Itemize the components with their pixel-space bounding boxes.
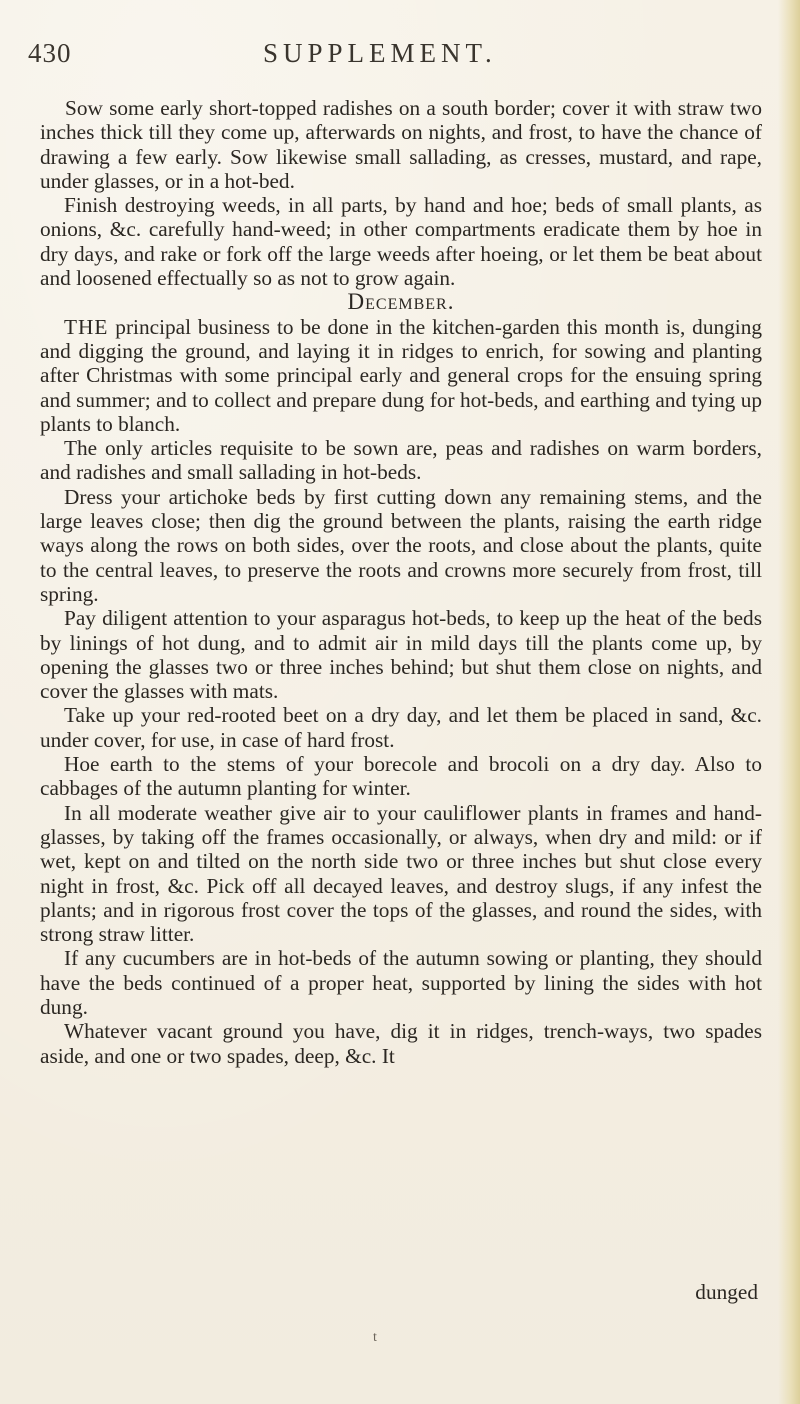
paragraph: Sow some early short-topped radishes on a south border; cover it with straw two inches thick till they come up, afterwards on nights, and frost, to have the chance of drawing a few early. Sow likewise small sallading, as cresses, mustard, and rape, under glasses, or in a hot-bed. [40, 96, 762, 193]
paragraph: In all moderate weather give air to your cauliflower plants in frames and hand-glasses, by taking off the frames occasionally, or always, when dry and mild: or if wet, kept on and tilted on the north side two or three inches but shut close every night in frost, &c. Pick off all decayed leaves, and destroy slugs, if any infest the plants; and in rigorous frost cover the tops of the glasses, and round the sides, with strong straw litter. [40, 800, 762, 947]
paragraph-text: principal business to be done in the kitchen-garden this month is, dunging and digging the ground, and laying it in ridges to enrich, for sowing and planting after Christmas with some principal early and general crops for the ensuing spring and summer; and to collect and prepare dung for hot-beds, and earthing and tying up plants to blanch. [40, 314, 762, 436]
catchword: dunged [695, 1280, 758, 1304]
paragraph-december-intro [40, 315, 762, 436]
paragraph: The only articles requisite to be sown are, peas and radishes on warm borders, and radishes and small sallading in hot-beds. [40, 436, 762, 485]
running-title: SUPPLEMENT. [263, 38, 497, 68]
body-text [40, 96, 762, 1068]
paragraph: Hoe earth to the stems of your borecole and brocoli on a dry day. Also to cabbages of the autumn planting for winter. [40, 752, 762, 801]
paragraph: If any cucumbers are in hot-beds of the autumn sowing or planting, they should have the beds continued of a proper heat, supported by lining the sides with hot dung. [40, 946, 762, 1019]
page-edge [778, 0, 800, 1404]
page-number: 430 [28, 38, 72, 68]
paragraph: Take up your red-rooted beet on a dry day, and let them be placed in sand, &c. under cover, for use, in case of hard frost. [40, 703, 762, 752]
paragraph: Pay diligent attention to your asparagus hot-beds, to keep up the heat of the beds by linings of hot dung, and to admit air in mild days till the plants come up, by opening the glasses two or three inches behind; but shut them close on nights, and cover the glasses with mats. [40, 606, 762, 704]
section-heading: December. [347, 289, 455, 315]
paragraph: Dress your artichoke beds by first cutting down any remaining stems, and the large leaves close; then dig the ground between the plants, raising the earth ridge ways along the rows on both sides, over the roots, and close about the plants, quite to the central leaves, to preserve the roots and crowns more securely from frost, till spring. [40, 484, 762, 606]
paragraph: Finish destroying weeds, in all parts, by hand and hoe; beds of small plants, as onions, &c. carefully hand-weed; in other compartments eradicate them by hoe in dry days, and rake or fork off the large weeds after hoeing, or let them be beat about and loosened effectually so as not to grow again. [40, 193, 762, 291]
lead-caps: THE [64, 314, 109, 339]
page-header [28, 38, 760, 78]
signature-mark: t [373, 1330, 377, 1345]
paragraph: Whatever vacant ground you have, dig it in ridges, trench-ways, two spades aside, and one or two spades, deep, &c. It [40, 1019, 762, 1068]
